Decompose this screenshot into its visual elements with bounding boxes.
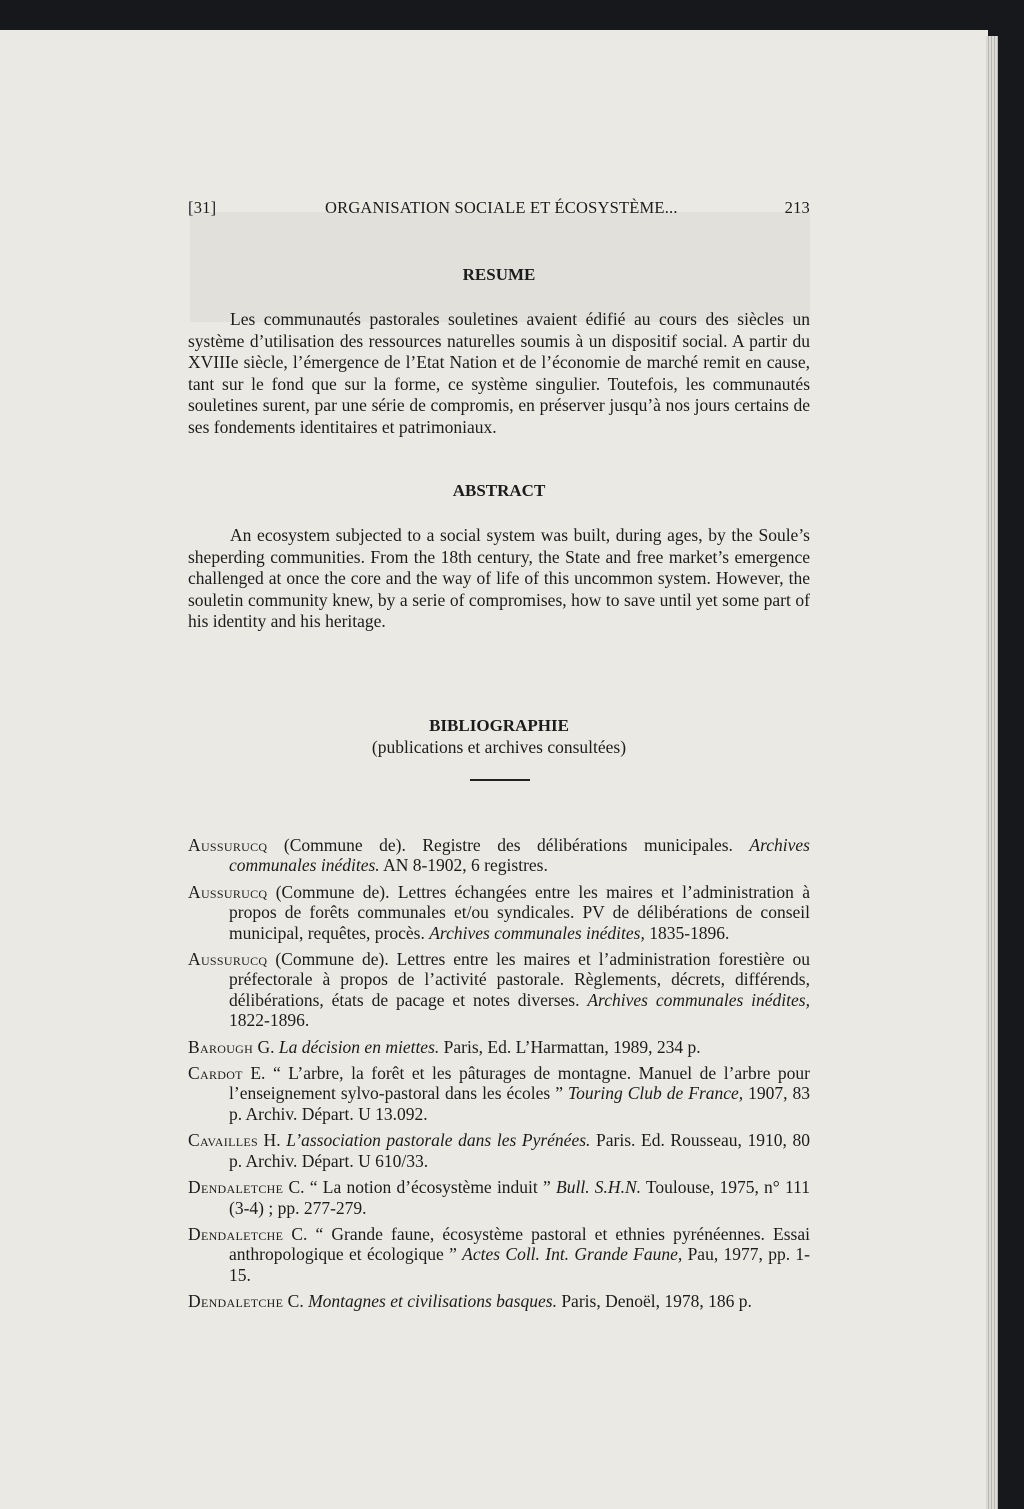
entry-author: Aussurucq [188, 949, 268, 970]
entry-text: (Commune de). Registre des délibérations municipales. [267, 835, 750, 855]
entry-title: Archives communales inédites. [229, 835, 810, 876]
header-reference: [31] [188, 198, 217, 217]
entry-author: Cardot [188, 1063, 243, 1084]
abstract-paragraph [188, 525, 810, 633]
header-title: ORGANISATION SOCIALE ET ÉCOSYSTÈME... [325, 198, 678, 217]
entry-text: C. “ Grande faune, écosystème pastoral et ethnies pyrénéennes. Essai anthropologique et écologique ” [229, 1223, 810, 1265]
entry-details: 1835-1896. [644, 922, 730, 943]
bibliography-entry [188, 1177, 810, 1218]
bibliography-subheading: (publications et archives consultées) [371, 737, 627, 757]
entry-details: Paris. Ed. Rousseau, 1910, 80 p. Archiv. Départ. U 610/33. [229, 1130, 810, 1171]
resume-text: Les communautés pastorales souletines avaient édifié au cours des siècles un système d’utilisation des ressources naturelles soumis à un dispositif social. A partir du XVIIIe siècle, l’émergence de l’Etat Nation et de l’économie de marché remit en cause, tant sur le fond que sur la forme, ce système singulier. Toutefois, les communautés souletines surent, par une série de compromis, en préserver jusqu’à nos jours certains de ses fondements identitaires et patrimoniaux. [188, 309, 810, 437]
entry-author: Dendaletche [188, 1177, 284, 1198]
entry-author: Dendaletche [188, 1223, 284, 1244]
entry-title: Touring Club de France, [567, 1083, 744, 1104]
page-stack-edge [986, 36, 998, 1509]
entry-text: (Commune de). Lettres entre les maires et l’administration forestière ou préfectorale à propos de l’activité pastorale. Règlements, décrets, différends, délibérations, états de pacage et notes diverses. [229, 949, 810, 1010]
entry-details: 1822-1896. [229, 1010, 310, 1031]
entry-details: Paris, Denoël, 1978, 186 p. [556, 1291, 752, 1312]
entry-author: Aussurucq [188, 881, 268, 902]
entry-title: Archives communales inédites, [429, 922, 645, 943]
bibliography-entry [188, 835, 810, 876]
entry-author: Cavailles [188, 1130, 258, 1151]
entry-title: La décision en miettes. [278, 1036, 440, 1057]
bibliography-entry [188, 1063, 810, 1124]
entry-author: Aussurucq [188, 835, 268, 855]
entry-text: G. [253, 1036, 279, 1057]
entry-text: (Commune de). Lettres échangées entre les maires et l’administration à propos de forêts communales et/ou syndicales. PV de délibérations de conseil municipal, requêtes, procès. [229, 881, 810, 943]
entry-title: L’association pastorale dans les Pyrénées. [286, 1130, 591, 1151]
bibliography-entry [188, 882, 810, 943]
entry-details: Toulouse, 1975, n° 111 (3-4) ; pp. 277-279. [229, 1177, 810, 1218]
page-number: 213 [784, 198, 810, 217]
abstract-text: An ecosystem subjected to a social system was built, during ages, by the Soule’s sheperding communities. From the 18th century, the State and free market’s emergence challenged at once the core and the way of life of this uncommon system. However, the souletin community knew, by a serie of compromises, how to save until yet some part of his identity and his heritage. [188, 525, 810, 632]
abstract-heading: ABSTRACT [452, 481, 546, 500]
entry-author: Dendaletche [188, 1291, 284, 1312]
bibliography-entry [188, 1224, 810, 1285]
entry-author: Barough [188, 1036, 254, 1057]
entry-title: Bull. S.H.N. [556, 1177, 641, 1198]
entry-title: Montagnes et civilisations basques. [308, 1291, 557, 1312]
entry-details: AN 8-1902, 6 registres. [379, 855, 548, 876]
bibliography-entry [188, 1037, 810, 1057]
bibliography-entry [188, 949, 810, 1031]
entry-text: C. [283, 1291, 309, 1312]
entry-text: E. “ L’arbre, la forêt et les pâturages de montagne. Manuel de l’arbre pour l’enseignement sylvo-pastoral dans les écoles ” [229, 1063, 810, 1104]
entry-text: H. [257, 1130, 287, 1151]
resume-heading: RESUME [462, 265, 536, 284]
entry-text: C. “ La notion d’écosystème induit ” [283, 1177, 557, 1198]
entry-details: 1907, 83 p. Archiv. Départ. U 13.092. [229, 1083, 811, 1124]
resume-paragraph [188, 309, 810, 439]
bibliography-entry [188, 1291, 810, 1311]
entry-title: Actes Coll. Int. Grande Faune, [462, 1244, 683, 1265]
section-divider [470, 779, 530, 781]
bibliography-heading: BIBLIOGRAPHIE [429, 716, 569, 735]
entry-title: Archives communales inédites, [587, 989, 810, 1010]
bibliography-entry [188, 1130, 810, 1171]
entry-details: Paris, Ed. L’Harmattan, 1989, 234 p. [439, 1036, 701, 1057]
bibliography-list [188, 835, 810, 1318]
entry-details: Pau, 1977, pp. 1-15. [229, 1244, 810, 1285]
